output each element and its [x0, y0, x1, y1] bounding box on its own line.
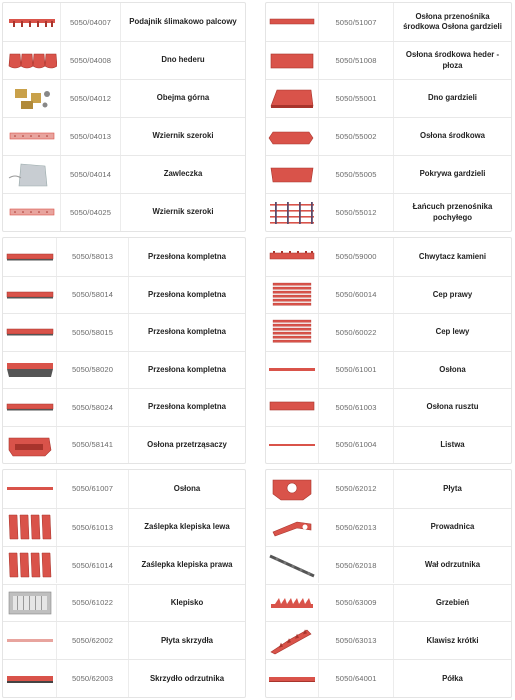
part-code: 5050/62018: [319, 547, 394, 584]
part-code: 5050/61013: [57, 509, 129, 546]
part-name: Prowadnica: [430, 522, 475, 532]
part-name: Listwa: [440, 439, 465, 449]
table-row[interactable]: [266, 313, 511, 351]
part-name: Osłona środkowa: [420, 131, 485, 141]
part-name: Zaślepka klepiska prawa: [141, 560, 233, 569]
parts-table-left-3: [2, 469, 246, 698]
parts-table-right-3: [265, 469, 512, 698]
part-name: Podajnik ślimakowo palcowy: [129, 16, 237, 26]
part-code: 5050/51007: [319, 3, 394, 41]
concave-blank-icon: [3, 509, 57, 546]
beater-shaft-icon: [266, 547, 319, 584]
part-code: 5050/04008: [61, 42, 121, 79]
center-cover-skid-icon: [266, 42, 319, 79]
table-row[interactable]: [266, 41, 511, 79]
table-row[interactable]: [3, 351, 245, 389]
clamp-hardware-icon: [3, 80, 61, 117]
table-row[interactable]: [3, 238, 245, 276]
parts-table-left-1: [2, 2, 246, 232]
part-code: 5050/64001: [319, 660, 394, 697]
table-row[interactable]: [266, 546, 511, 584]
part-name: Osłona przenośnika środkowa Osłona gardzieli: [403, 11, 502, 31]
part-name: Łańcuch przenośnika pochyłego: [412, 202, 493, 222]
table-row[interactable]: [266, 117, 511, 155]
part-name: Zaślepka klepiska lewa: [144, 522, 230, 532]
part-name: Półka: [442, 673, 463, 683]
part-name: Dno gardzieli: [428, 93, 477, 103]
part-name: Osłona: [173, 483, 201, 493]
table-row[interactable]: [266, 426, 511, 464]
table-row[interactable]: [3, 79, 245, 117]
part-name: Osłona przetrząsaczy: [147, 439, 227, 449]
table-row[interactable]: [3, 470, 245, 508]
part-name: Osłona środkowa heder - płoza: [405, 50, 500, 70]
part-code: 5050/62012: [319, 470, 394, 508]
flail-bars-icon: [266, 314, 319, 351]
part-code: 5050/58013: [57, 238, 129, 276]
part-code: 5050/61003: [319, 389, 394, 426]
parts-table-right-1: [265, 2, 512, 232]
table-row[interactable]: [266, 351, 511, 389]
table-row[interactable]: [266, 470, 511, 508]
part-code: 5050/63013: [319, 622, 394, 659]
part-code: 5050/55002: [319, 118, 394, 155]
part-code: 5050/58024: [57, 389, 129, 426]
part-code: 5050/55001: [319, 80, 394, 117]
part-name: Wał odrzutnika: [424, 560, 481, 569]
table-row[interactable]: [266, 155, 511, 193]
part-code: 5050/55005: [319, 156, 394, 193]
shutter-rubber-icon: [3, 352, 57, 389]
header-bottom-plates-icon: [3, 42, 61, 79]
part-name: Przesłona kompletna: [148, 402, 226, 412]
plate-icon: [266, 470, 319, 508]
table-row[interactable]: [266, 621, 511, 659]
table-row[interactable]: [3, 388, 245, 426]
feeder-chain-icon: [266, 194, 319, 231]
table-row[interactable]: [266, 276, 511, 314]
thin-cover-icon: [266, 352, 319, 389]
wide-sight-plate-icon: [3, 118, 61, 155]
part-code: 5050/62002: [57, 622, 129, 659]
table-row[interactable]: [3, 3, 245, 41]
wing-plate-icon: [3, 622, 57, 659]
center-cover-icon: [266, 118, 319, 155]
part-name: Przesłona kompletna: [148, 327, 226, 337]
concave-icon: [3, 585, 57, 622]
part-code: 5050/04012: [61, 80, 121, 117]
part-code: 5050/62003: [57, 660, 129, 697]
part-code: 5050/60022: [319, 314, 394, 351]
part-name: Klepisko: [170, 597, 204, 607]
table-row[interactable]: [3, 313, 245, 351]
part-name: Cep prawy: [432, 289, 473, 299]
parts-table-left-2: [2, 237, 246, 464]
finger-auger-icon: [3, 3, 61, 41]
part-code: 5050/63009: [319, 585, 394, 622]
part-code: 5050/58015: [57, 314, 129, 351]
shutter-strip-icon: [3, 238, 57, 276]
part-name: Dno hederu: [161, 55, 205, 65]
wide-sight-plate-icon: [3, 194, 61, 231]
flail-bars-icon: [266, 277, 319, 314]
table-row[interactable]: [266, 79, 511, 117]
table-row[interactable]: [3, 546, 245, 584]
part-code: 5050/55012: [319, 194, 394, 231]
table-row[interactable]: [3, 508, 245, 546]
table-row[interactable]: [266, 388, 511, 426]
beater-wing-icon: [3, 660, 57, 697]
table-row[interactable]: [266, 3, 511, 41]
part-code: 5050/59000: [319, 238, 394, 276]
part-name: Przesłona kompletna: [148, 251, 226, 261]
part-name: Klawisz krótki: [426, 635, 479, 645]
shutter-strip-icon: [3, 314, 57, 351]
part-code: 5050/58141: [57, 427, 129, 464]
part-code: 5050/04007: [61, 3, 121, 41]
parts-table-right-2: [265, 237, 512, 464]
part-name: Cep lewy: [435, 327, 470, 337]
guide-icon: [266, 509, 319, 546]
thin-cover-icon: [3, 470, 57, 508]
table-row[interactable]: [3, 276, 245, 314]
part-name: Chwytacz kamieni: [418, 251, 487, 261]
part-name: Wziernik szeroki: [152, 131, 214, 141]
cotter-pin-bag-icon: [3, 156, 61, 193]
part-code: 5050/04025: [61, 194, 121, 231]
part-code: 5050/60014: [319, 277, 394, 314]
part-code: 5050/62013: [319, 509, 394, 546]
conveyor-cover-icon: [266, 3, 319, 41]
part-name: Przesłona kompletna: [148, 364, 226, 374]
part-name: Zawleczka: [163, 169, 203, 179]
part-name: Osłona: [439, 364, 466, 374]
table-row[interactable]: [3, 41, 245, 79]
concave-blank-icon: [3, 547, 57, 584]
part-name: Osłona rusztu: [426, 402, 479, 412]
throat-bottom-icon: [266, 80, 319, 117]
strip-bar-icon: [266, 427, 319, 464]
part-name: Skrzydło odrzutnika: [149, 673, 225, 683]
part-name: Płyta skrzydła: [160, 635, 213, 645]
part-code: 5050/58020: [57, 352, 129, 389]
part-code: 5050/61007: [57, 470, 129, 508]
table-row[interactable]: [3, 117, 245, 155]
shelf-icon: [266, 660, 319, 697]
part-code: 5050/61001: [319, 352, 394, 389]
shutter-strip-icon: [3, 277, 57, 314]
table-row[interactable]: [3, 621, 245, 659]
table-row[interactable]: [266, 193, 511, 231]
shaker-cover-icon: [3, 427, 57, 464]
stone-trap-icon: [266, 238, 319, 276]
short-key-icon: [266, 622, 319, 659]
table-row[interactable]: [266, 659, 511, 697]
part-code: 5050/61022: [57, 585, 129, 622]
table-row[interactable]: [266, 508, 511, 546]
part-code: 5050/04013: [61, 118, 121, 155]
table-row[interactable]: [266, 584, 511, 622]
table-row[interactable]: [266, 238, 511, 276]
grate-cover-icon: [266, 389, 319, 426]
comb-icon: [266, 585, 319, 622]
part-name: Przesłona kompletna: [148, 289, 226, 299]
table-row[interactable]: [3, 426, 245, 464]
part-name: Wziernik szeroki: [152, 207, 214, 217]
shutter-strip-icon: [3, 389, 57, 426]
table-row[interactable]: [3, 155, 245, 193]
table-row[interactable]: [3, 584, 245, 622]
part-name: Płyta: [443, 483, 462, 493]
throat-lid-icon: [266, 156, 319, 193]
table-row[interactable]: [3, 659, 245, 697]
part-code: 5050/61014: [57, 547, 129, 584]
table-row[interactable]: [3, 193, 245, 231]
part-name: Obejma górna: [156, 93, 210, 103]
part-code: 5050/61004: [319, 427, 394, 464]
part-code: 5050/51008: [319, 42, 394, 79]
part-name: Grzebień: [435, 597, 470, 607]
part-code: 5050/04014: [61, 156, 121, 193]
part-code: 5050/58014: [57, 277, 129, 314]
part-name: Pokrywa gardzieli: [419, 169, 486, 179]
